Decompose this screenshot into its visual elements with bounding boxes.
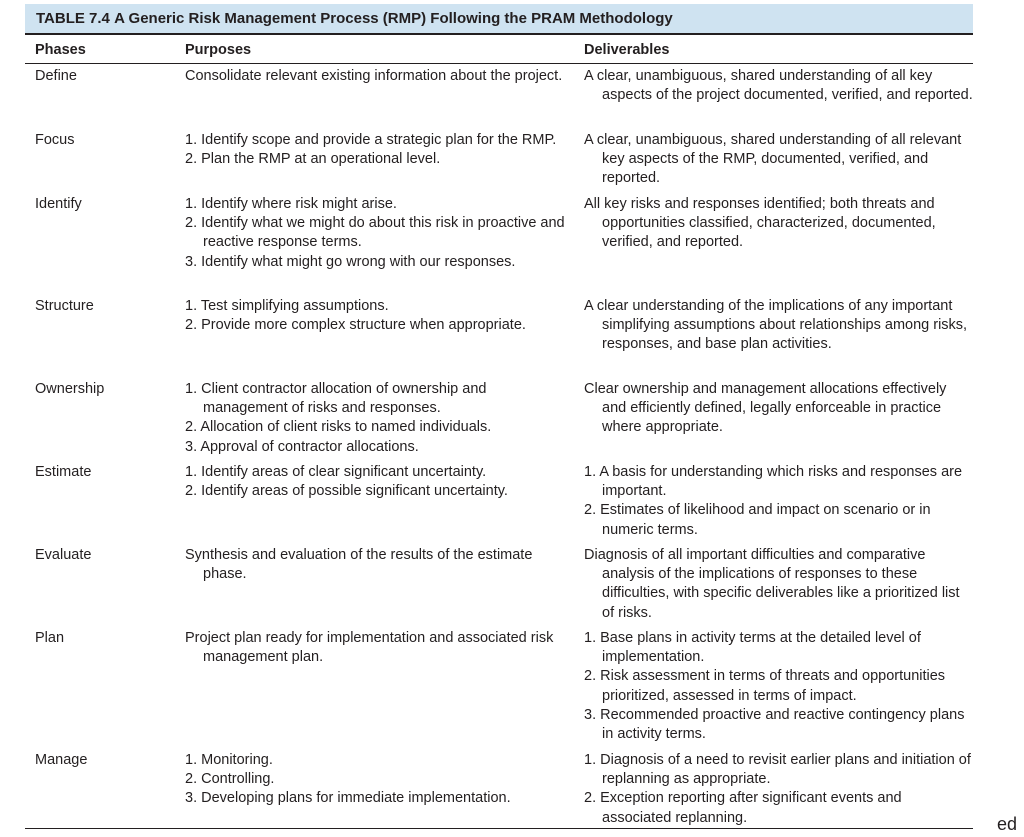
deliverables-cell [574, 749, 973, 829]
table-number: TABLE 7.4 [36, 10, 110, 27]
purposes-cell [175, 129, 574, 193]
purpose-text: Synthesis and evaluation of the results of the estimate phase. [185, 547, 533, 583]
risk-process-table [25, 4, 973, 829]
phase-cell: Ownership [35, 381, 105, 397]
deliverable-text: A clear, unambiguous, shared understanding of all key aspects of the project documented, verified, and reported. [584, 68, 973, 104]
table-row [25, 749, 973, 829]
deliverable-item: 2. Exception reporting after significant events and associated replanning. [584, 790, 902, 826]
purpose-item: 2. Allocation of client risks to named individuals. [185, 419, 492, 436]
purposes-cell [175, 749, 574, 829]
deliverables-cell [574, 193, 973, 295]
deliverables-cell [574, 295, 973, 378]
table-title: A Generic Risk Management Process (RMP) Following the PRAM Methodology [114, 10, 673, 27]
deliverables-cell [574, 544, 973, 627]
purpose-item: 2. Identify what we might do about this risk in proactive and reactive response terms. [185, 215, 565, 251]
deliverables-cell [574, 129, 973, 193]
table-caption [25, 4, 973, 35]
deliverable-item: 3. Recommended proactive and reactive contingency plans in activity terms. [584, 706, 965, 743]
phase-cell: Structure [35, 298, 94, 314]
header-row [25, 35, 973, 64]
purpose-text: Consolidate relevant existing information about the project. [185, 68, 563, 84]
table-row [25, 193, 973, 295]
purpose-item: 2. Controlling. [185, 771, 275, 788]
purposes-cell [175, 64, 574, 130]
data-table [25, 35, 973, 829]
purpose-item: 3. Identify what might go wrong with our responses. [185, 253, 516, 270]
deliverable-item: 2. Risk assessment in terms of threats and opportunities prioritized, assessed in terms of impact. [584, 668, 946, 704]
column-header-deliverables: Deliverables [574, 35, 973, 64]
table-row [25, 461, 973, 544]
deliverable-item: 1. Base plans in activity terms at the detailed level of implementation. [584, 630, 921, 666]
phase-cell: Identify [35, 196, 82, 212]
purpose-item: 1. Test simplifying assumptions. [185, 298, 389, 314]
deliverables-cell [574, 378, 973, 461]
clipped-edge-text: ed [997, 814, 1018, 834]
deliverable-text: A clear, unambiguous, shared understanding of all relevant key aspects of the RMP, documented, verified, and reported. [584, 132, 962, 187]
table-row [25, 627, 973, 749]
table-row [25, 295, 973, 378]
deliverable-text: Clear ownership and management allocations effectively and efficiently defined, legally enforceable in practice where appropriate. [584, 381, 947, 436]
purpose-item: 1. Monitoring. [185, 752, 273, 768]
purpose-item: 2. Provide more complex structure when appropriate. [185, 317, 526, 334]
phase-cell: Plan [35, 630, 65, 646]
deliverables-cell [574, 461, 973, 544]
purpose-item: 1. Identify scope and provide a strategic plan for the RMP. [185, 132, 557, 148]
column-header-phases: Phases [25, 35, 175, 64]
purposes-cell [175, 627, 574, 749]
table-row [25, 378, 973, 461]
table-row [25, 129, 973, 193]
purpose-item: 3. Approval of contractor allocations. [185, 438, 419, 455]
deliverable-item: 1. A basis for understanding which risks and responses are important. [584, 464, 963, 500]
purposes-cell [175, 193, 574, 295]
phase-cell: Manage [25, 749, 175, 829]
deliverable-text: All key risks and responses identified; both threats and opportunities classified, characterized, documented, verified, and reported. [584, 196, 936, 251]
deliverable-text: A clear understanding of the implications of any important simplifying assumptions about relationships among risks, responses, and base plan activities. [584, 298, 968, 353]
purpose-item: 3. Developing plans for immediate implementation. [185, 790, 511, 807]
purposes-cell [175, 378, 574, 461]
purpose-item: 1. Identify areas of clear significant uncertainty. [185, 464, 487, 480]
phase-cell: Evaluate [35, 547, 92, 563]
purpose-item: 1. Identify where risk might arise. [185, 196, 397, 212]
purpose-item: 2. Identify areas of possible significant uncertainty. [185, 483, 508, 500]
phase-cell: Define [35, 68, 77, 84]
table-row [25, 64, 973, 130]
table-row [25, 544, 973, 627]
purposes-cell [175, 544, 574, 627]
purpose-text: Project plan ready for implementation and associated risk management plan. [185, 630, 554, 666]
deliverable-item: 1. Diagnosis of a need to revisit earlier plans and initiation of replanning as appropriate. [584, 752, 971, 788]
deliverables-cell [574, 627, 973, 749]
purposes-cell [175, 295, 574, 378]
phase-cell: Estimate [35, 464, 92, 480]
deliverable-item: 2. Estimates of likelihood and impact on scenario or in numeric terms. [584, 502, 931, 538]
purpose-item: 1. Client contractor allocation of ownership and management of risks and responses. [185, 381, 487, 417]
purpose-item: 2. Plan the RMP at an operational level. [185, 151, 441, 168]
column-header-purposes: Purposes [175, 35, 574, 64]
purposes-cell [175, 461, 574, 544]
deliverable-text: Diagnosis of all important difficulties and comparative analysis of the implications of responses to these difficulties, with specific deliverables like a prioritized list of risks. [584, 547, 960, 621]
phase-cell: Focus [35, 132, 75, 148]
deliverables-cell [574, 64, 973, 130]
